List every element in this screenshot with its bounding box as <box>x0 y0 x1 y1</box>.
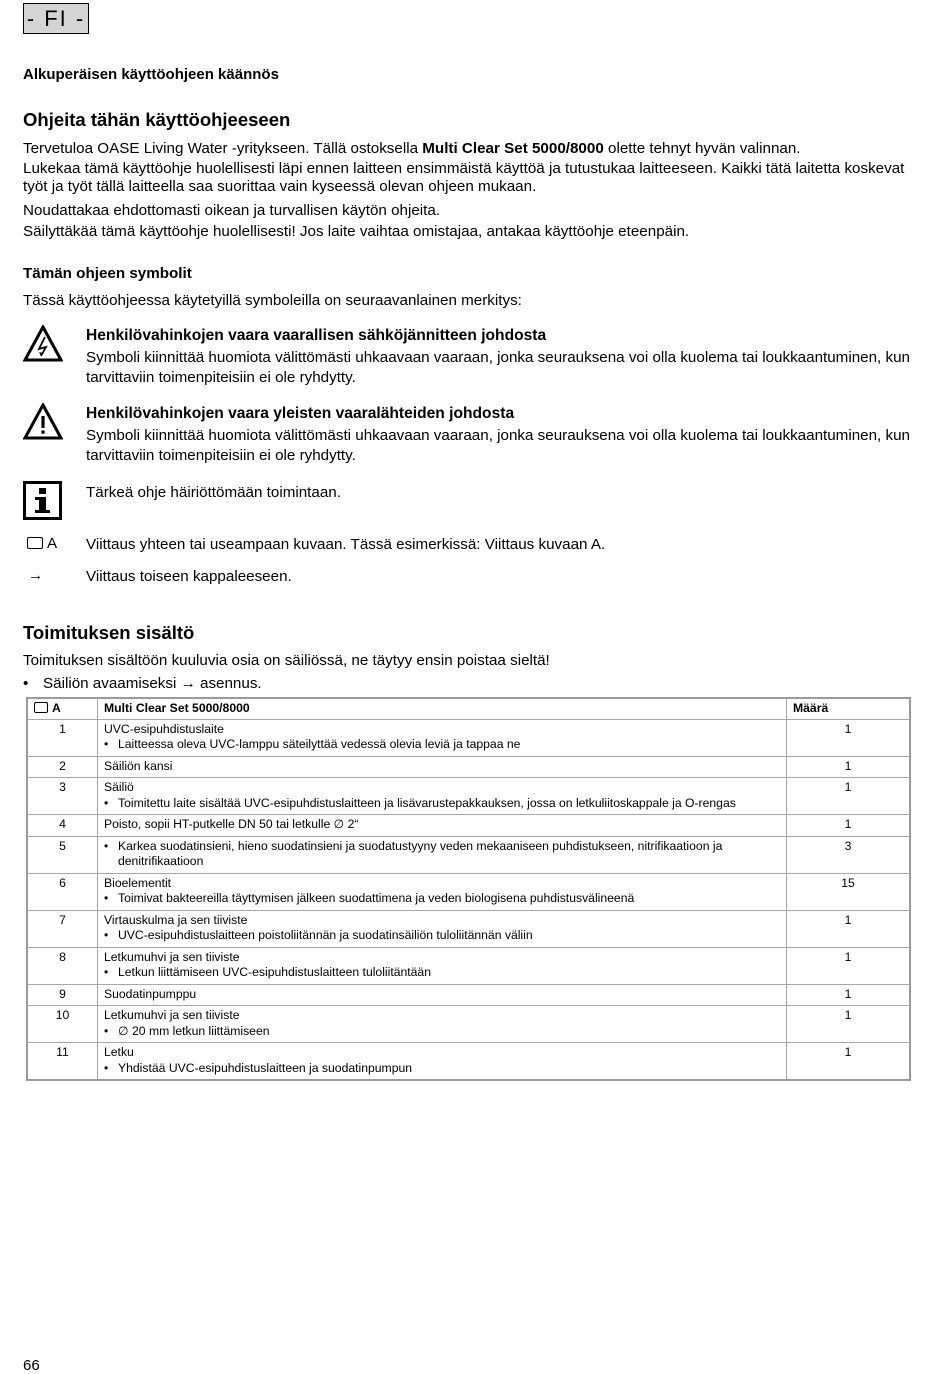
row-number: 4 <box>27 815 98 837</box>
item-name: Säiliön kansi <box>104 758 173 773</box>
figure-reference-mark: A <box>27 535 57 552</box>
header-figure: A <box>27 698 98 719</box>
row-number: 6 <box>27 873 98 910</box>
general-warning-text: Symboli kiinnittää huomiota välittömästi uhkaavaan vaaraan, jonka seurauksena voi olla kuolema tai loukkaantuminen, kun tarvittaviin toimenpiteisiin ei ole ryhdytty. <box>86 426 910 464</box>
table-header-row <box>27 698 910 719</box>
table-row <box>27 1006 910 1043</box>
row-number: 11 <box>27 1043 98 1081</box>
delivery-intro: Toimituksen sisältöön kuuluvia osia on säiliössä, ne täytyy ensin poistaa sieltä! <box>23 652 550 669</box>
row-quantity: 1 <box>787 719 911 756</box>
item-detail: • Letkun liittämiseen UVC-esipuhdistuslaitteen tuloliitäntään <box>104 965 780 981</box>
row-number: 7 <box>27 910 98 947</box>
item-name: Suodatinpumppu <box>104 986 197 1001</box>
electric-warning-block <box>86 326 916 389</box>
row-description <box>98 873 787 910</box>
item-detail: • Laitteessa oleva UVC-lamppu säteilyttää vedessä olevia leviä ja tappaa ne <box>104 737 780 753</box>
table-row <box>27 947 910 984</box>
row-description <box>98 947 787 984</box>
item-name: Letkumuhvi ja sen tiiviste <box>104 1008 240 1022</box>
row-quantity: 1 <box>787 756 911 778</box>
table-row <box>27 1043 910 1081</box>
symbols-section-title: Tämän ohjeen symbolit <box>23 265 192 282</box>
row-number: 2 <box>27 756 98 778</box>
row-description <box>98 815 787 837</box>
section-reference-text: Viittaus toiseen kappaleeseen. <box>86 568 292 585</box>
intro-line-3: Noudattakaa ehdottomasti oikean ja turvallisen käytön ohjeita. <box>23 201 441 219</box>
info-icon <box>23 481 63 526</box>
row-description <box>98 984 787 1006</box>
row-description <box>98 910 787 947</box>
general-warning-block <box>86 404 916 467</box>
item-name: UVC-esipuhdistuslaite <box>104 721 224 736</box>
delivery-table <box>26 697 911 1081</box>
row-number: 9 <box>27 984 98 1006</box>
delivery-bullet: • Säiliön avaamiseksi → asennus. <box>23 675 262 692</box>
item-name: Säiliö <box>104 780 134 794</box>
language-badge: - FI - <box>23 3 89 34</box>
table-row <box>27 778 910 815</box>
general-warning-icon <box>23 403 63 446</box>
intro-line-1: Tervetuloa OASE Living Water -yritykseen. Tällä ostoksella Multi Clear Set 5000/8000 olette tehnyt hyvän valinnan. <box>23 140 801 157</box>
table-row <box>27 836 910 873</box>
row-quantity: 1 <box>787 910 911 947</box>
item-detail: • Toimitettu laite sisältää UVC-esipuhdistuslaitteen ja lisävarustepakkauksen, jossa on letkuliitoskappale ja O-rengas <box>104 796 780 812</box>
item-detail: • ∅ 20 mm letkun liittämiseen <box>104 1024 780 1040</box>
product-name: Multi Clear Set 5000/8000 <box>422 140 604 157</box>
intro-line-4: Säilyttäkää tämä käyttöohje huolellisesti! Jos laite vaihtaa omistajaa, antakaa käyttöohje eteenpäin. <box>23 223 690 240</box>
table-row <box>27 756 910 778</box>
item-detail: • UVC-esipuhdistuslaitteen poistoliitännän ja suodatinsäiliön tuloliitännän väliin <box>104 928 780 944</box>
row-description <box>98 1043 787 1081</box>
item-detail: • Karkea suodatinsieni, hieno suodatinsieni ja suodatustyyny veden mekaaniseen puhdistukseen, nitrifikaatioon ja denitrifikaatioon <box>104 839 780 870</box>
row-description <box>98 778 787 815</box>
electric-warning-title: Henkilövahinkojen vaara vaarallisen sähköjännitteen johdosta <box>86 327 547 344</box>
row-quantity: 15 <box>787 873 911 910</box>
item-name: Bioelementit <box>104 875 172 890</box>
row-quantity: 1 <box>787 984 911 1006</box>
row-number: 1 <box>27 719 98 756</box>
bullet-icon: • <box>23 675 29 692</box>
electric-warning-icon <box>23 325 63 368</box>
arrow-icon: → <box>180 675 196 692</box>
intro-section-title: Ohjeita tähän käyttöohjeeseen <box>23 109 291 130</box>
item-name: Poisto, sopii HT-putkelle DN 50 tai letkulle ∅ 2“ <box>104 817 359 831</box>
row-number: 3 <box>27 778 98 815</box>
table-row <box>27 910 910 947</box>
row-number: 10 <box>27 1006 98 1043</box>
row-description <box>98 756 787 778</box>
electric-warning-text: Symboli kiinnittää huomiota välittömästi uhkaavaan vaaraan, jonka seurauksena voi olla kuolema tai loukkaantuminen, kun tarvittaviin toimenpiteisiin ei ole ryhdytty. <box>86 348 910 386</box>
row-quantity: 1 <box>787 1043 911 1081</box>
row-number: 8 <box>27 947 98 984</box>
figure-box-icon <box>34 702 48 713</box>
item-name: Virtauskulma ja sen tiiviste <box>104 912 248 927</box>
row-quantity: 3 <box>787 836 911 873</box>
general-warning-title: Henkilövahinkojen vaara yleisten vaaralähteiden johdosta <box>86 405 515 422</box>
info-text: Tärkeä ohje häiriöttömään toimintaan. <box>86 484 341 501</box>
header-quantity: Määrä <box>787 698 911 719</box>
row-description <box>98 836 787 873</box>
header-product: Multi Clear Set 5000/8000 <box>98 698 787 719</box>
table-row <box>27 984 910 1006</box>
row-number: 5 <box>27 836 98 873</box>
intro-line-2: Lukekaa tämä käyttöohje huolellisesti läpi ennen laitteen ensimmäistä käyttöä ja tutustukaa laitteeseen. Kaikki tätä laitetta koskevat työt ja työt tällä laitteella saa suorittaa vain kyseessä olevan ohjeen mukaan. <box>23 159 905 195</box>
table-row <box>27 815 910 837</box>
item-detail: • Yhdistää UVC-esipuhdistuslaitteen ja suodatinpumpun <box>104 1061 780 1077</box>
delivery-section-title: Toimituksen sisältö <box>23 622 195 643</box>
row-quantity: 1 <box>787 815 911 837</box>
table-row <box>27 719 910 756</box>
row-description <box>98 719 787 756</box>
section-reference-arrow-icon: → <box>28 567 44 584</box>
row-quantity: 1 <box>787 778 911 815</box>
intro-text <box>23 138 918 243</box>
row-description <box>98 1006 787 1043</box>
table-row <box>27 873 910 910</box>
item-detail: • Toimivat bakteereilla täyttymisen jälkeen suodattimena ja veden biologisena puhdistusvälineenä <box>104 891 780 907</box>
original-translation-heading: Alkuperäisen käyttöohjeen käännös <box>23 66 279 83</box>
row-quantity: 1 <box>787 947 911 984</box>
item-name: Letkumuhvi ja sen tiiviste <box>104 949 240 964</box>
row-quantity: 1 <box>787 1006 911 1043</box>
symbols-intro: Tässä käyttöohjeessa käytetyillä symboleilla on seuraavanlainen merkitys: <box>23 292 522 309</box>
page-number: 66 <box>23 1357 40 1374</box>
figure-reference-text: Viittaus yhteen tai useampaan kuvaan. Tässä esimerkissä: Viittaus kuvaan A. <box>86 536 606 553</box>
figure-box-icon <box>27 537 43 549</box>
item-name: Letku <box>104 1045 134 1059</box>
